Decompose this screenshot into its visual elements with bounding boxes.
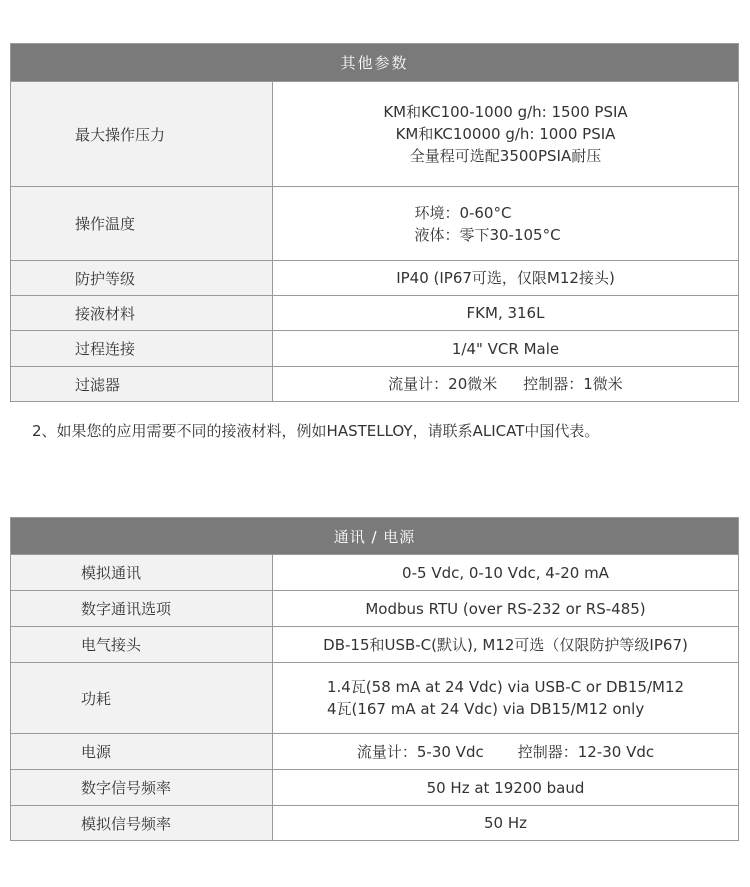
row-label: 模拟通讯 [11,555,273,590]
other-params-table [10,43,739,402]
other-params-title: 其他参数 [11,44,738,81]
row-label: 接液材料 [11,296,273,330]
value-line: 全量程可选配3500PSIA耐压 [409,147,602,165]
value-part: 流量计：20微米 [388,375,498,393]
table-row [11,554,738,590]
row-label: 防护等级 [11,261,273,295]
table-row [11,626,738,662]
row-label: 数字信号频率 [11,770,273,805]
value-line: 环境：0-60°C [414,203,512,222]
value-line: 液体：零下30-105°C [414,225,561,244]
row-value [273,187,738,260]
row-label: 电源 [11,734,273,769]
row-value: DB-15和USB-C(默认), M12可选（仅限防护等级IP67) [323,635,688,654]
value-line: 1.4瓦(58 mA at 24 Vdc) via USB-C or DB15/M12 [326,678,685,696]
footnote: 2、如果您的应用需要不同的接液材料，例如HASTELLOY，请联系ALICAT中国代表。 [32,422,600,440]
value-part: 流量计：5-30 Vdc [356,742,484,761]
table-row [11,733,738,769]
table-row [11,260,738,295]
table-row [11,769,738,805]
comm-power-table [10,517,739,841]
value-line: 4瓦(167 mA at 24 Vdc) via DB15/M12 only [326,700,645,718]
row-value: FKM, 316L [466,304,545,322]
row-value: 50 Hz at 19200 baud [426,778,585,797]
comm-power-title: 通讯 / 电源 [11,518,738,554]
table-row [11,366,738,401]
row-value [273,663,738,733]
table-row [11,81,738,186]
row-value: Modbus RTU (over RS-232 or RS-485) [365,599,646,618]
row-label: 过滤器 [11,367,273,401]
row-value [273,367,738,401]
value-line: KM和KC100-1000 g/h: 1500 PSIA [383,103,628,121]
row-value [273,734,738,769]
row-label: 数字通讯选项 [11,591,273,626]
table-row [11,330,738,366]
row-label: 操作温度 [11,187,273,260]
row-label: 功耗 [11,663,273,733]
row-label: 过程连接 [11,331,273,366]
row-value: 1/4" VCR Male [451,339,560,358]
table-row [11,186,738,260]
value-part: 控制器：12-30 Vdc [517,742,655,761]
row-value: 0-5 Vdc, 0-10 Vdc, 4-20 mA [402,563,609,582]
row-value: IP40 (IP67可选，仅限M12接头) [396,269,615,287]
row-label: 模拟信号频率 [11,806,273,840]
row-value: 50 Hz [483,814,527,832]
row-value [273,82,738,186]
row-label: 电气接头 [11,627,273,662]
table-row [11,295,738,330]
value-part: 控制器：1微米 [523,375,623,393]
table-row [11,590,738,626]
table-row [11,662,738,733]
value-line: KM和KC10000 g/h: 1000 PSIA [395,125,616,143]
row-label: 最大操作压力 [11,82,273,186]
table-row [11,805,738,840]
